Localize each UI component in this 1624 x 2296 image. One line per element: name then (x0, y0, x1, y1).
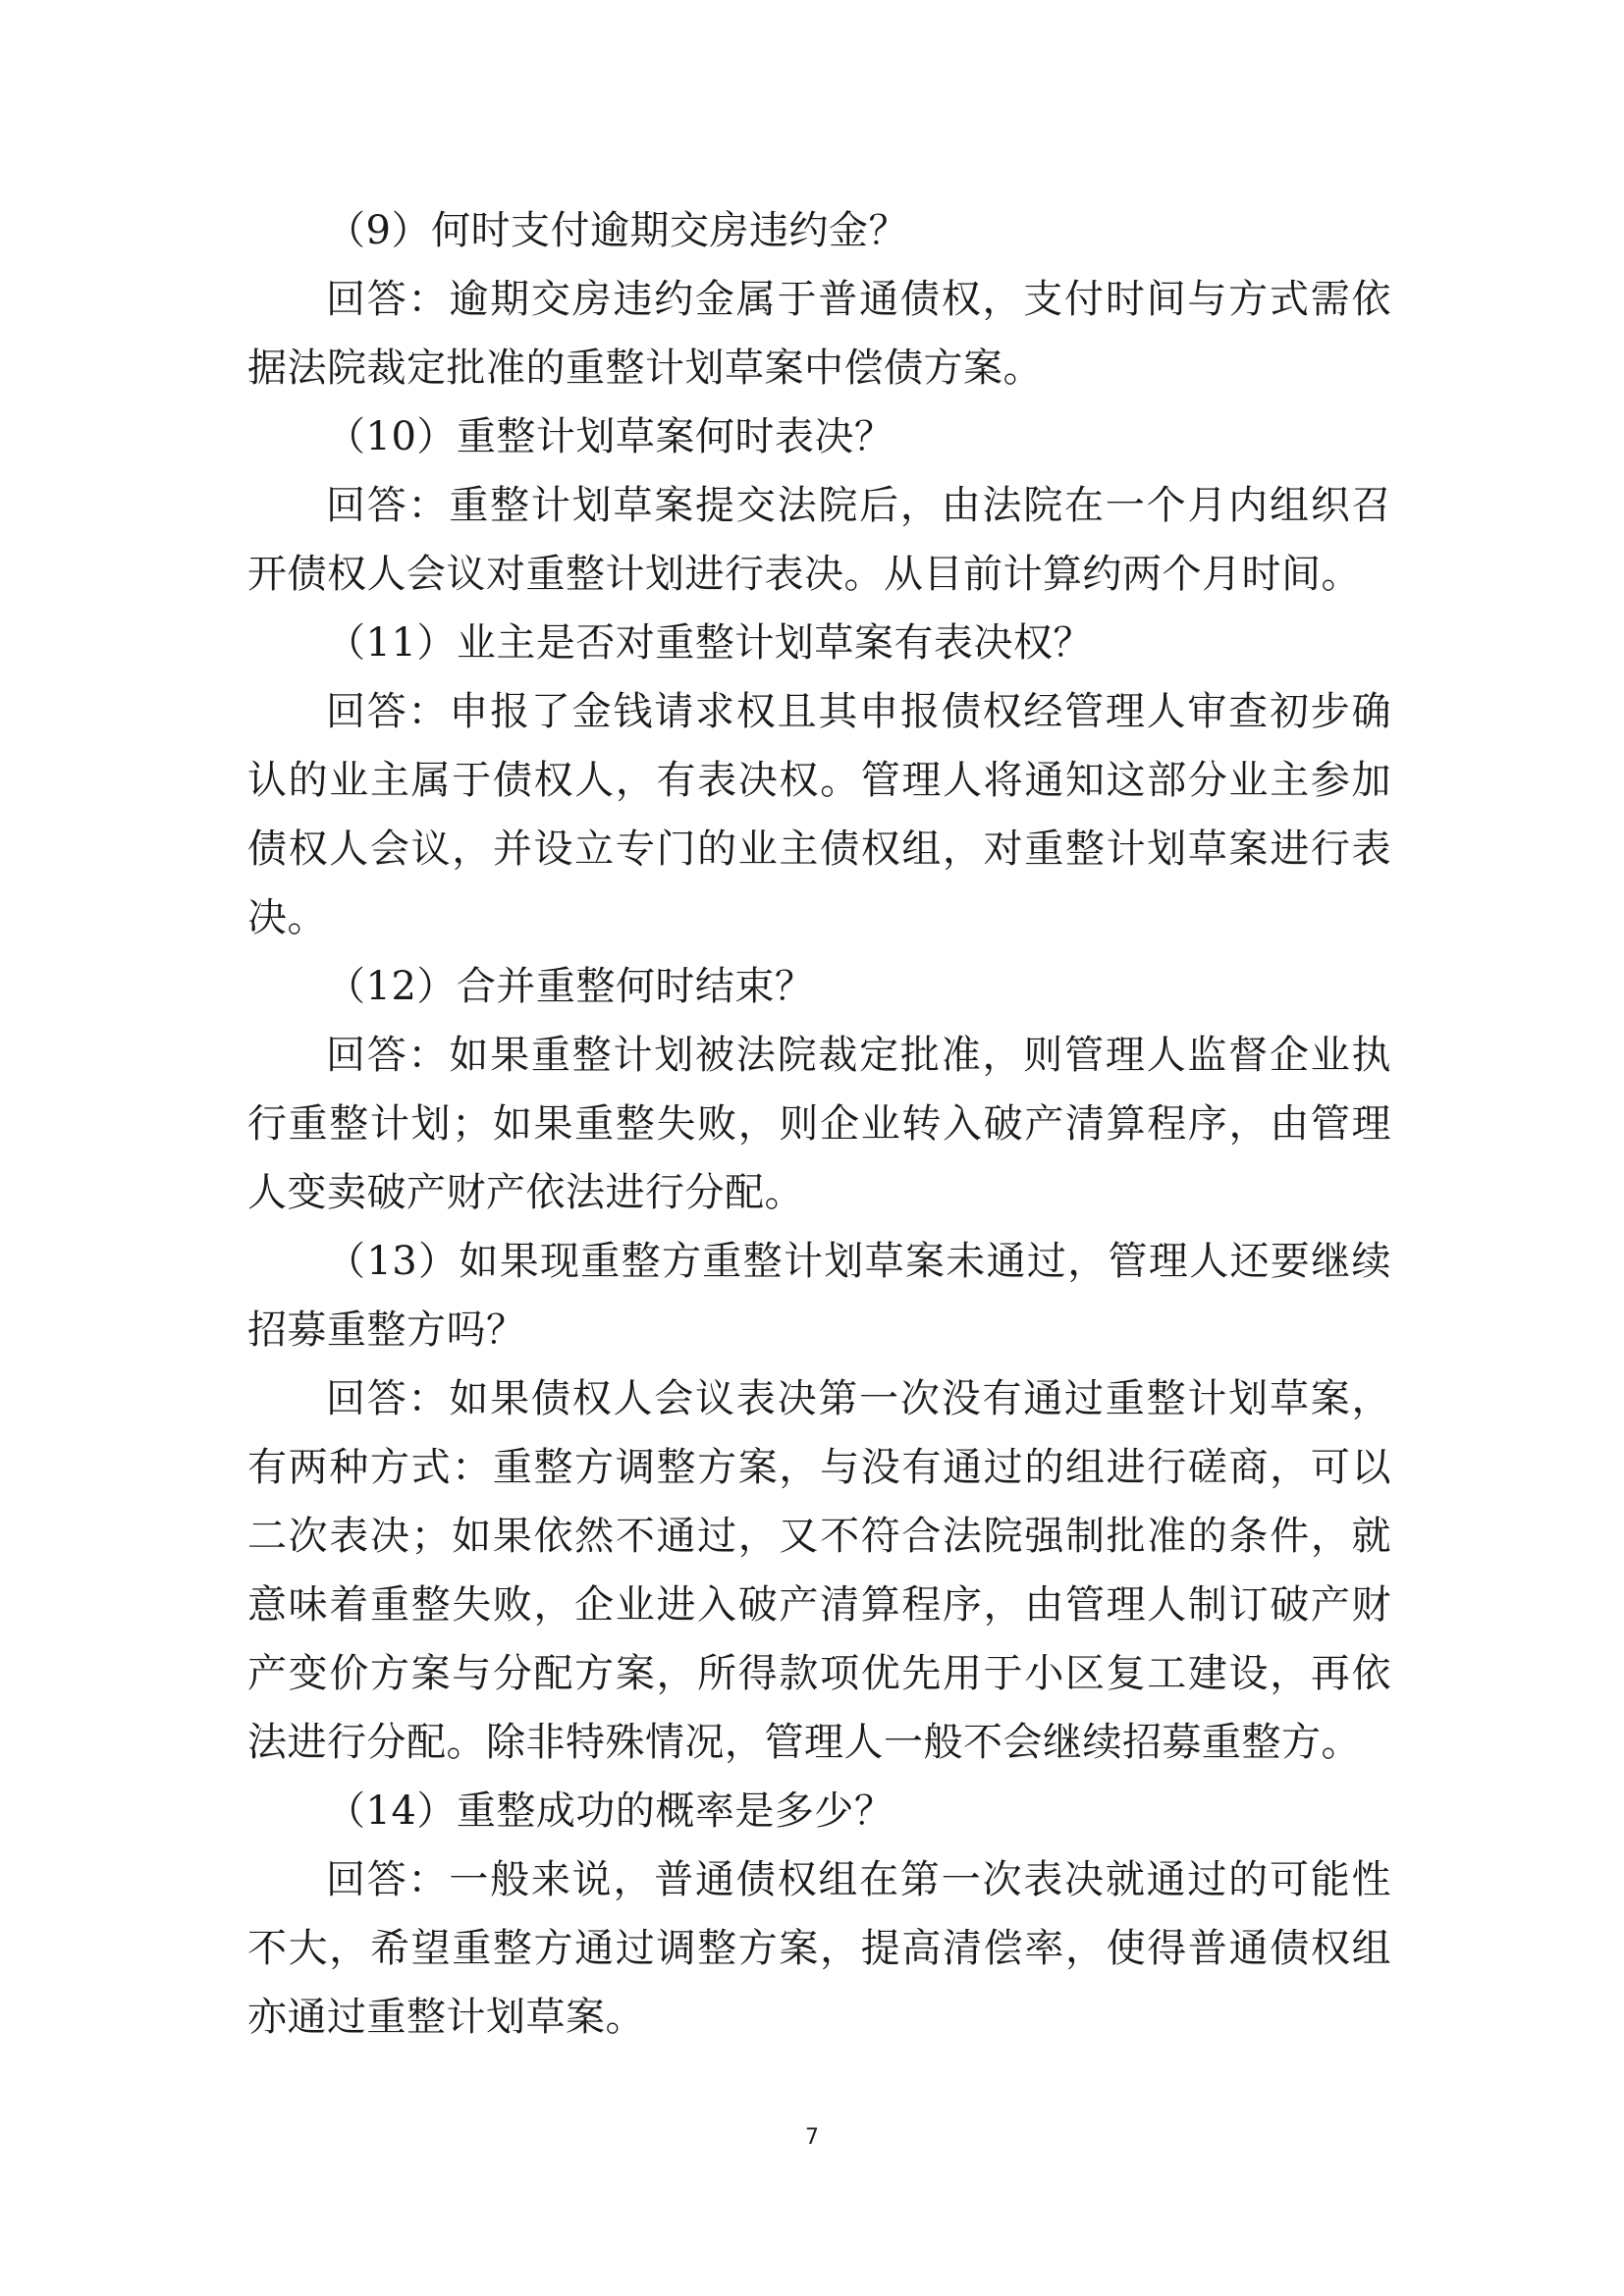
answer-9: 回答：逾期交房违约金属于普通债权，支付时间与方式需依据法院裁定批准的重整计划草案中偿债方案。 (247, 277, 1391, 391)
question-13: （13）如果现重整方重整计划草案未通过，管理人还要继续招募重整方吗？ (247, 1239, 1391, 1353)
answer-10: 回答：重整计划草案提交法院后，由法院在一个月内组织召开债权人会议对重整计划进行表决。从目前计算约两个月时间。 (247, 483, 1391, 597)
page-number: 7 (805, 2125, 819, 2150)
question-9: （9）何时支付逾期交房违约金？ (326, 208, 908, 253)
question-12: （12）合并重整何时结束？ (326, 964, 815, 1009)
answer-12: 回答：如果重整计划被法院裁定批准，则管理人监督企业执行重整计划；如果重整失败，则企业转入破产清算程序，由管理人变卖破产财产依法进行分配。 (247, 1033, 1391, 1215)
question-10: （10）重整计划草案何时表决？ (326, 414, 894, 459)
answer-13: 回答：如果债权人会议表决第一次没有通过重整计划草案，有两种方式：重整方调整方案，与没有通过的组进行磋商，可以二次表决；如果依然不通过，又不符合法院强制批准的条件，就意味着重整失败，企业进入破产清算程序，由管理人制订破产财产变价方案与分配方案，所得款项优先用于小区复工建设，再依法进行分配。除非特殊情况，管理人一般不会继续招募重整方。 (247, 1376, 1391, 1765)
answer-11: 回答：申报了金钱请求权且其申报债权经管理人审查初步确认的业主属于债权人，有表决权。管理人将通知这部分业主参加债权人会议，并设立专门的业主债权组，对重整计划草案进行表决。 (247, 689, 1391, 940)
document-body (247, 196, 1391, 2052)
question-11: （11）业主是否对重整计划草案有表决权？ (326, 620, 1093, 666)
answer-14: 回答：一般来说，普通债权组在第一次表决就通过的可能性不大，希望重整方通过调整方案，提高清偿率，使得普通债权组亦通过重整计划草案。 (247, 1857, 1391, 2040)
question-14: （14）重整成功的概率是多少？ (326, 1789, 894, 1834)
